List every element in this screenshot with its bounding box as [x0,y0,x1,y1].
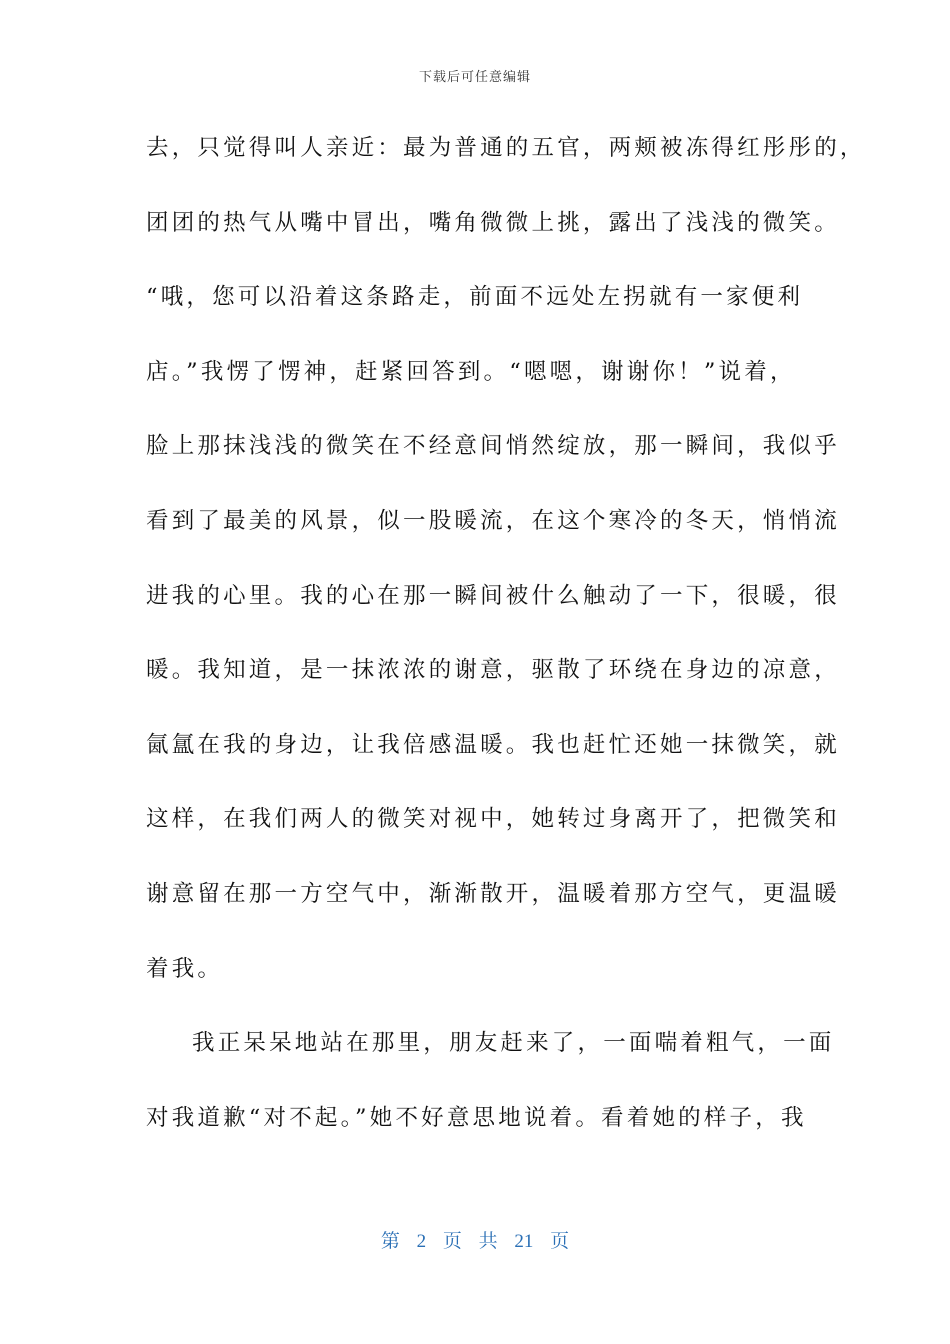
text-line: 去，只觉得叫人亲近：最为普通的五官，两颊被冻得红彤彤的， [146,135,866,161]
text-line: 脸上那抹浅浅的微笑在不经意间悄然绽放，那一瞬间，我似乎 [146,433,840,460]
footer-middle2: 共 [478,1231,498,1252]
text-line: 看到了最美的风景，似一股暖流，在这个寒冷的冬天，悄悄流 [146,507,840,534]
text-line: 我正呆呆地站在那里，朋友赶来了，一面喘着粗气，一面 [192,1030,835,1057]
page-number: 2 [416,1231,427,1252]
total-pages: 21 [514,1231,534,1252]
text-line: 团团的热气从嘴中冒出，嘴角微微上挑，露出了浅浅的微笑。 [146,209,840,236]
text-line: 暖。我知道，是一抹浓浓的谢意，驱散了环绕在身边的凉意， [146,657,840,684]
text-line: 谢意留在那一方空气中，渐渐散开，温暖着那方空气，更温暖 [146,880,840,907]
text-line: “哦，您可以沿着这条路走，前面不远处左拐就有一家便利 [146,284,804,311]
text-line: 进我的心里。我的心在那一瞬间被什么触动了一下，很暖，很 [146,582,840,609]
text-line: 店。”我愣了愣神，赶紧回答到。“嗯嗯，谢谢你！”说着， [146,358,796,385]
text-line: 对我道歉“对不起。”她不好意思地说着。看着她的样子，我 [146,1104,807,1131]
text-line: 氤氲在我的身边，让我倍感温暖。我也赶忙还她一抹微笑，就 [146,731,840,758]
footer-prefix: 第 [380,1231,400,1252]
footer-middle1: 页 [442,1231,462,1252]
text-line: 这样，在我们两人的微笑对视中，她转过身离开了，把微笑和 [146,806,840,833]
text-line: 着我。 [146,955,224,982]
footer-suffix: 页 [550,1231,570,1252]
document-body [146,128,866,1172]
page-header: 下载后可任意编辑 [418,70,531,85]
page-footer [0,1226,950,1253]
